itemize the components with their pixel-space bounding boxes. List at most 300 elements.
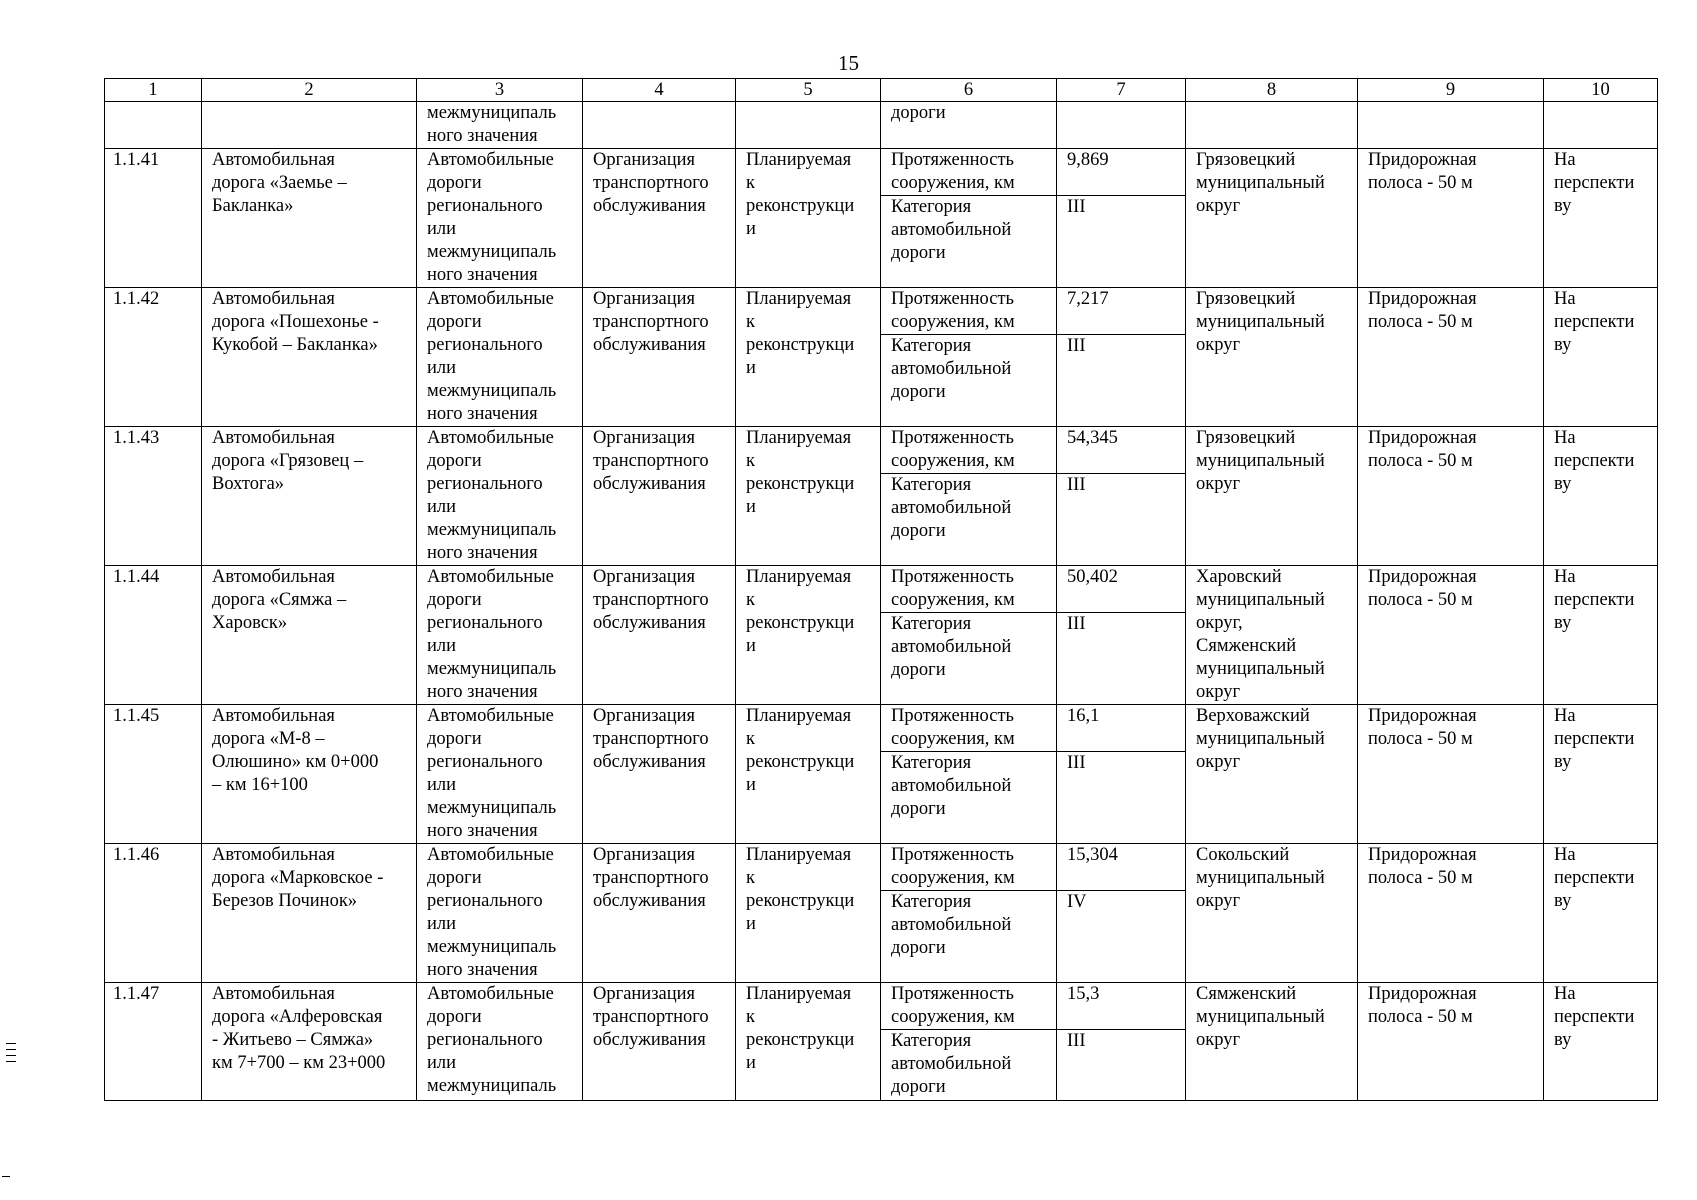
cell-line: автомобильной (891, 359, 1012, 379)
cell-type (417, 102, 583, 149)
cell-status (736, 566, 881, 705)
cell-parameter (881, 566, 1057, 705)
cell-line: ного значения (427, 821, 538, 841)
cell-line: транспортного (593, 1007, 709, 1027)
cell-line: На (1554, 845, 1576, 865)
cell-line: Протяженность (891, 289, 1014, 309)
cell-location (1186, 288, 1358, 427)
cell-line: Верховажский (1196, 706, 1310, 726)
cell-number (105, 288, 202, 427)
row-number: 1.1.44 (113, 567, 160, 587)
cell-line: Планируемая (746, 984, 852, 1004)
cell-line: реконструкци (746, 613, 855, 633)
cell-line: дороги (891, 103, 946, 123)
cell-line: Автомобильная (212, 150, 335, 170)
objects-table (104, 78, 1658, 1101)
cell-line: Автомобильные (427, 150, 554, 170)
cell-line: дороги (427, 729, 482, 749)
cell-value (1057, 427, 1186, 566)
cell-line: сооружения, км (891, 729, 1015, 749)
cell-name (202, 566, 417, 705)
scan-mark (6, 1043, 16, 1044)
cell-line: муниципальный (1196, 729, 1325, 749)
cell-line: На (1554, 428, 1576, 448)
cell-purpose (583, 102, 736, 149)
cell-line: и (746, 219, 756, 239)
value-category: III (1067, 614, 1086, 634)
cell-line: дороги (427, 590, 482, 610)
cell-line: полоса - 50 м (1368, 868, 1473, 888)
value-category: III (1067, 475, 1086, 495)
cell-line: дорога «Заемье – (212, 173, 347, 193)
cell-name (202, 149, 417, 288)
cell-line: дороги (891, 382, 946, 402)
table-row (105, 983, 1658, 1101)
cell-number (105, 566, 202, 705)
cell-line: реконструкци (746, 891, 855, 911)
cell-line: муниципальный (1196, 173, 1325, 193)
cell-line: Автомобильные (427, 289, 554, 309)
cell-value (1057, 705, 1186, 844)
cell-number (105, 844, 202, 983)
value-length: 7,217 (1057, 288, 1185, 335)
cell-line: автомобильной (891, 220, 1012, 240)
cell-line: Придорожная (1368, 984, 1477, 1004)
value-category: III (1067, 1031, 1086, 1051)
parameter-category (881, 1030, 1056, 1099)
cell-line: дороги (891, 938, 946, 958)
cell-stage (1544, 102, 1658, 149)
table-row (105, 566, 1658, 705)
cell-line: дороги (427, 312, 482, 332)
cell-line: сооружения, км (891, 173, 1015, 193)
cell-line: и (746, 914, 756, 934)
cell-line: дороги (427, 173, 482, 193)
cell-parameter (881, 427, 1057, 566)
cell-line: дороги (891, 521, 946, 541)
parameter-length (881, 983, 1056, 1030)
cell-line: ву (1554, 196, 1572, 216)
cell-line: автомобильной (891, 498, 1012, 518)
column-number: 8 (1186, 79, 1358, 102)
cell-line: ного значения (427, 543, 538, 563)
cell-line: к (746, 173, 755, 193)
parameter-category (881, 891, 1056, 960)
cell-line: Сокольский (1196, 845, 1290, 865)
parameter-length (881, 288, 1056, 335)
cell-line: или (427, 358, 457, 378)
cell-line: Категория (891, 753, 972, 773)
cell-zone (1358, 427, 1544, 566)
row-number: 1.1.42 (113, 289, 160, 309)
cell-line: Категория (891, 1031, 972, 1051)
cell-line: Организация (593, 289, 696, 309)
value-category: III (1067, 753, 1086, 773)
cell-zone (1358, 102, 1544, 149)
cell-line: к (746, 729, 755, 749)
cell-zone (1358, 566, 1544, 705)
cell-line: Категория (891, 475, 972, 495)
cell-stage (1544, 288, 1658, 427)
cell-line: перспекти (1554, 312, 1635, 332)
cell-line: округ (1196, 196, 1241, 216)
cell-line: Придорожная (1368, 428, 1477, 448)
cell-location (1186, 844, 1358, 983)
row-number: 1.1.41 (113, 150, 160, 170)
cell-line: полоса - 50 м (1368, 1007, 1473, 1027)
cell-stage (1544, 983, 1658, 1101)
cell-line: регионального (427, 196, 543, 216)
column-number: 1 (105, 79, 202, 102)
cell-value (1057, 102, 1186, 149)
scan-mark (6, 1055, 16, 1056)
cell-name (202, 102, 417, 149)
cell-line: На (1554, 706, 1576, 726)
cell-line: муниципальный (1196, 590, 1325, 610)
cell-location (1186, 566, 1358, 705)
cell-line: транспортного (593, 173, 709, 193)
cell-zone (1358, 705, 1544, 844)
cell-line: транспортного (593, 868, 709, 888)
cell-line: полоса - 50 м (1368, 173, 1473, 193)
cell-status (736, 288, 881, 427)
scan-mark (6, 1049, 16, 1050)
cell-parameter (881, 705, 1057, 844)
cell-stage (1544, 705, 1658, 844)
cell-purpose (583, 983, 736, 1101)
cell-line: дорога «Сямжа – (212, 590, 347, 610)
cell-line: муниципальный (1196, 1007, 1325, 1027)
parameter-length (881, 705, 1056, 752)
cell-status (736, 983, 881, 1101)
value-length: 50,402 (1057, 566, 1185, 613)
cell-zone (1358, 844, 1544, 983)
cell-line: к (746, 868, 755, 888)
cell-line: Придорожная (1368, 706, 1477, 726)
cell-line: межмуниципаль (427, 520, 557, 540)
column-number: 6 (881, 79, 1057, 102)
cell-line: автомобильной (891, 637, 1012, 657)
cell-line: - Житьево – Сямжа» (212, 1030, 374, 1050)
row-number: 1.1.47 (113, 984, 160, 1004)
cell-parameter (881, 844, 1057, 983)
cell-type (417, 427, 583, 566)
row-number: 1.1.45 (113, 706, 160, 726)
parameter-category (881, 335, 1056, 404)
cell-zone (1358, 288, 1544, 427)
cell-line: дороги (891, 660, 946, 680)
cell-line: дорога «М-8 – (212, 729, 325, 749)
cell-line: – км 16+100 (212, 775, 308, 795)
cell-line: и (746, 775, 756, 795)
cell-line: ву (1554, 613, 1572, 633)
cell-line: Протяженность (891, 428, 1014, 448)
cell-line: Бакланка» (212, 196, 294, 216)
cell-location (1186, 983, 1358, 1101)
cell-line: Организация (593, 428, 696, 448)
cell-line: или (427, 636, 457, 656)
cell-line: Планируемая (746, 428, 852, 448)
cell-line: Организация (593, 567, 696, 587)
cell-line: Категория (891, 614, 972, 634)
cell-line: реконструкци (746, 474, 855, 494)
table-row (105, 705, 1658, 844)
cell-line: автомобильной (891, 776, 1012, 796)
cell-name (202, 983, 417, 1101)
scan-mark (6, 1061, 16, 1062)
cell-line: или (427, 219, 457, 239)
parameter-category (881, 474, 1056, 543)
cell-line: дорога «Пошехонье - (212, 312, 379, 332)
cell-line: межмуниципаль (427, 659, 557, 679)
cell-line: обслуживания (593, 752, 706, 772)
cell-line: Придорожная (1368, 845, 1477, 865)
cell-line: Протяженность (891, 845, 1014, 865)
cell-line: ного значения (427, 126, 538, 146)
parameter-length (881, 844, 1056, 891)
cell-line: полоса - 50 м (1368, 729, 1473, 749)
cell-line: межмуниципаль (427, 242, 557, 262)
cell-line: перспекти (1554, 451, 1635, 471)
cell-line: Сямженский (1196, 636, 1297, 656)
cell-number (105, 427, 202, 566)
cell-line: ву (1554, 335, 1572, 355)
cell-line: Планируемая (746, 845, 852, 865)
cell-line: полоса - 50 м (1368, 590, 1473, 610)
cell-line: межмуниципаль (427, 381, 557, 401)
cell-number (105, 705, 202, 844)
cell-line: регионального (427, 891, 543, 911)
cell-location (1186, 149, 1358, 288)
cell-line: ву (1554, 752, 1572, 772)
cell-line: или (427, 497, 457, 517)
cell-purpose (583, 705, 736, 844)
cell-line: Грязовецкий (1196, 428, 1296, 448)
cell-type (417, 566, 583, 705)
cell-type (417, 149, 583, 288)
cell-line: транспортного (593, 312, 709, 332)
cell-line: Планируемая (746, 706, 852, 726)
column-number: 7 (1057, 79, 1186, 102)
page-number: 15 (838, 51, 859, 75)
continuation-row (105, 102, 1658, 149)
table-row (105, 288, 1658, 427)
value-length: 15,304 (1057, 844, 1185, 891)
cell-line: дорога «Алферовская (212, 1007, 383, 1027)
cell-line: км 7+700 – км 23+000 (212, 1053, 386, 1073)
cell-line: муниципальный (1196, 312, 1325, 332)
cell-line: дороги (891, 243, 946, 263)
cell-line: На (1554, 567, 1576, 587)
cell-line: Организация (593, 984, 696, 1004)
cell-line: Березов Починок» (212, 891, 358, 911)
cell-line: Протяженность (891, 567, 1014, 587)
cell-line: к (746, 451, 755, 471)
cell-line: Олюшино» км 0+000 (212, 752, 379, 772)
cell-line: Харовский (1196, 567, 1282, 587)
cell-line: реконструкци (746, 752, 855, 772)
cell-line: реконструкци (746, 196, 855, 216)
cell-line: перспекти (1554, 868, 1635, 888)
row-number: 1.1.43 (113, 428, 160, 448)
cell-line: транспортного (593, 451, 709, 471)
cell-line: дороги (427, 1007, 482, 1027)
cell-line: Придорожная (1368, 567, 1477, 587)
cell-line: Автомобильная (212, 567, 335, 587)
column-number: 5 (736, 79, 881, 102)
cell-line: Придорожная (1368, 150, 1477, 170)
cell-line: транспортного (593, 729, 709, 749)
cell-purpose (583, 844, 736, 983)
cell-line: ного значения (427, 404, 538, 424)
cell-line: полоса - 50 м (1368, 451, 1473, 471)
cell-line: межмуниципаль (427, 798, 557, 818)
cell-status (736, 102, 881, 149)
value-length: 54,345 (1057, 427, 1185, 474)
cell-number (105, 983, 202, 1101)
cell-line: обслуживания (593, 613, 706, 633)
cell-line: округ (1196, 752, 1241, 772)
cell-line: Категория (891, 197, 972, 217)
cell-line: Грязовецкий (1196, 289, 1296, 309)
cell-parameter (881, 102, 1057, 149)
cell-line: сооружения, км (891, 1007, 1015, 1027)
cell-line: На (1554, 289, 1576, 309)
column-number: 10 (1544, 79, 1658, 102)
cell-line: транспортного (593, 590, 709, 610)
cell-line: регионального (427, 474, 543, 494)
cell-line: Организация (593, 845, 696, 865)
cell-line: или (427, 914, 457, 934)
cell-location (1186, 427, 1358, 566)
cell-line: к (746, 590, 755, 610)
cell-line: сооружения, км (891, 451, 1015, 471)
parameter-length (881, 149, 1056, 196)
cell-line: сооружения, км (891, 590, 1015, 610)
cell-line: Кукобой – Бакланка» (212, 335, 378, 355)
cell-line: реконструкци (746, 335, 855, 355)
cell-line: Организация (593, 706, 696, 726)
cell-line: муниципальный (1196, 868, 1325, 888)
cell-line: Автомобильная (212, 706, 335, 726)
cell-line: Протяженность (891, 150, 1014, 170)
table-row (105, 427, 1658, 566)
cell-line: Автомобильная (212, 428, 335, 448)
cell-line: муниципальный (1196, 659, 1325, 679)
cell-value (1057, 844, 1186, 983)
cell-line: муниципальный (1196, 451, 1325, 471)
cell-line: регионального (427, 335, 543, 355)
cell-status (736, 149, 881, 288)
cell-name (202, 288, 417, 427)
cell-line: перспекти (1554, 590, 1635, 610)
value-length: 16,1 (1057, 705, 1185, 752)
cell-line: дороги (427, 868, 482, 888)
cell-line: дороги (891, 799, 946, 819)
cell-line: Автомобильные (427, 706, 554, 726)
scan-mark (2, 1176, 10, 1177)
cell-name (202, 844, 417, 983)
cell-status (736, 844, 881, 983)
cell-line: автомобильной (891, 915, 1012, 935)
cell-line: перспекти (1554, 729, 1635, 749)
cell-line: Автомобильная (212, 845, 335, 865)
cell-line: межмуниципаль (427, 937, 557, 957)
table-row (105, 149, 1658, 288)
cell-line: Категория (891, 892, 972, 912)
cell-line: обслуживания (593, 891, 706, 911)
value-length: 15,3 (1057, 983, 1185, 1030)
value-category: IV (1067, 892, 1087, 912)
cell-line: и (746, 358, 756, 378)
cell-value (1057, 566, 1186, 705)
parameter-category (881, 752, 1056, 821)
cell-line: Автомобильные (427, 428, 554, 448)
cell-line: ву (1554, 891, 1572, 911)
cell-line: Автомобильные (427, 845, 554, 865)
cell-line: ного значения (427, 682, 538, 702)
cell-line: округ (1196, 891, 1241, 911)
cell-line: Автомобильные (427, 567, 554, 587)
cell-line: регионального (427, 752, 543, 772)
parameter-category (881, 613, 1056, 682)
cell-line: обслуживания (593, 196, 706, 216)
cell-number (105, 102, 202, 149)
cell-line: Придорожная (1368, 289, 1477, 309)
table-row (105, 844, 1658, 983)
parameter-category (881, 196, 1056, 265)
cell-line: регионального (427, 613, 543, 633)
cell-line: и (746, 497, 756, 517)
cell-line: и (746, 636, 756, 656)
cell-line: ву (1554, 1030, 1572, 1050)
row-number: 1.1.46 (113, 845, 160, 865)
cell-line: сооружения, км (891, 312, 1015, 332)
cell-line: межмуниципаль (427, 103, 557, 123)
cell-line: Планируемая (746, 150, 852, 170)
cell-line: реконструкци (746, 1030, 855, 1050)
column-number: 2 (202, 79, 417, 102)
column-number: 9 (1358, 79, 1544, 102)
cell-line: или (427, 775, 457, 795)
cell-value (1057, 983, 1186, 1101)
cell-line: дороги (891, 1077, 946, 1097)
cell-line: перспекти (1554, 1007, 1635, 1027)
cell-line: обслуживания (593, 474, 706, 494)
value-category: III (1067, 197, 1086, 217)
cell-parameter (881, 983, 1057, 1101)
cell-type (417, 288, 583, 427)
cell-line: Планируемая (746, 567, 852, 587)
parameter-length (881, 566, 1056, 613)
cell-value (1057, 288, 1186, 427)
cell-location (1186, 705, 1358, 844)
cell-line: округ (1196, 1030, 1241, 1050)
cell-purpose (583, 427, 736, 566)
cell-line: На (1554, 150, 1576, 170)
column-number: 3 (417, 79, 583, 102)
cell-line: обслуживания (593, 335, 706, 355)
cell-line: округ (1196, 474, 1241, 494)
cell-line: ного значения (427, 265, 538, 285)
cell-name (202, 705, 417, 844)
cell-parameter (881, 149, 1057, 288)
cell-name (202, 427, 417, 566)
cell-line: Протяженность (891, 706, 1014, 726)
cell-line: Планируемая (746, 289, 852, 309)
cell-line: Харовск» (212, 613, 288, 633)
cell-number (105, 149, 202, 288)
